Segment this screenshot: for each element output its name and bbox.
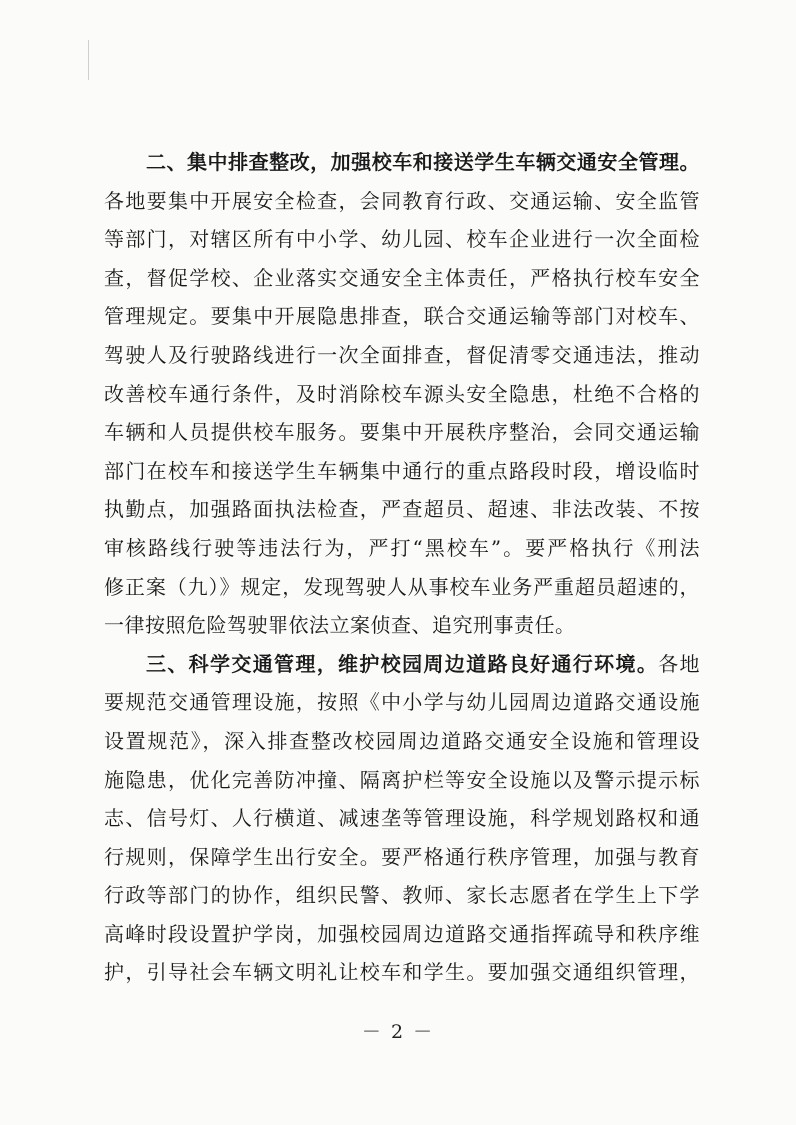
text-line bbox=[104, 529, 700, 568]
line-text: 要规范交通管理设施，按照《中小学与幼儿园周边道路交通设施 bbox=[104, 690, 700, 715]
line-text: 部门在校车和接送学生车辆集中通行的重点路段时段，增设临时 bbox=[104, 458, 700, 483]
line-text: 管理规定。要集中开展隐患排查，联合交通运输等部门对校车、 bbox=[104, 304, 700, 329]
page-number: － 2 － bbox=[361, 1021, 435, 1043]
line-text: 审核路线行驶等违法行为，严打“黑校车”。要严格执行《刑法 bbox=[104, 535, 700, 560]
text-line bbox=[104, 915, 700, 954]
text-line bbox=[104, 606, 700, 645]
text-line bbox=[104, 645, 700, 684]
body-text bbox=[104, 143, 700, 992]
line-text: 高峰时段设置护学岗，加强校园周边道路交通指挥疏导和秩序维 bbox=[104, 921, 700, 946]
text-line bbox=[104, 375, 700, 414]
text-line bbox=[104, 220, 700, 259]
line-text: 志、信号灯、人行横道、减速垄等管理设施，科学规划路权和通 bbox=[104, 806, 700, 831]
text-line bbox=[104, 568, 700, 607]
text-line bbox=[104, 413, 700, 452]
line-text: 执勤点，加强路面执法检查，严查超员、超速、非法改装、不按 bbox=[104, 497, 700, 522]
line-text: 护，引导社会车辆文明礼让校车和学生。要加强交通组织管理， bbox=[104, 960, 700, 985]
binding-margin-line bbox=[88, 40, 89, 80]
text-line bbox=[104, 799, 700, 838]
line-text: 查，督促学校、企业落实交通安全主体责任，严格执行校车安全 bbox=[104, 265, 700, 290]
text-line bbox=[104, 336, 700, 375]
text-line bbox=[104, 297, 700, 336]
line-text: 各地要集中开展安全检查，会同教育行政、交通运输、安全监管 bbox=[104, 188, 700, 213]
text-line bbox=[104, 452, 700, 491]
text-line bbox=[104, 876, 700, 915]
text-line bbox=[104, 761, 700, 800]
text-line bbox=[104, 953, 700, 992]
text-line bbox=[104, 838, 700, 877]
text-line bbox=[104, 683, 700, 722]
text-line bbox=[104, 143, 700, 182]
line-text: 行规则，保障学生出行安全。要严格通行秩序管理，加强与教育 bbox=[104, 844, 700, 869]
line-text: 驾驶人及行驶路线进行一次全面排查，督促清零交通违法，推动 bbox=[104, 342, 700, 367]
text-line bbox=[104, 182, 700, 221]
line-text: 等部门，对辖区所有中小学、幼儿园、校车企业进行一次全面检 bbox=[104, 227, 700, 252]
text-line bbox=[104, 259, 700, 298]
text-line bbox=[104, 722, 700, 761]
line-text: 车辆和人员提供校车服务。要集中开展秩序整治，会同交通运输 bbox=[104, 420, 700, 445]
line-text: 施隐患，优化完善防冲撞、隔离护栏等安全设施以及警示提示标 bbox=[104, 767, 700, 792]
line-text: 各地 bbox=[658, 651, 701, 676]
line-text: 修正案（九）》规定，发现驾驶人从事校车业务严重超员超速的， bbox=[104, 574, 700, 599]
line-text: 设置规范》，深入排查整改校园周边道路交通安全设施和管理设 bbox=[104, 728, 700, 753]
line-text: 一律按照危险驾驶罪依法立案侦查、追究刑事责任。 bbox=[104, 613, 576, 638]
line-text: 改善校车通行条件，及时消除校车源头安全隐患，杜绝不合格的 bbox=[104, 381, 700, 406]
section-heading: 三、科学交通管理，维护校园周边道路良好通行环境。 bbox=[146, 651, 659, 676]
line-text: 行政等部门的协作，组织民警、教师、家长志愿者在学生上下学 bbox=[104, 883, 700, 908]
section-heading: 二、集中排查整改，加强校车和接送学生车辆交通安全管理。 bbox=[146, 150, 700, 174]
text-line bbox=[104, 490, 700, 529]
